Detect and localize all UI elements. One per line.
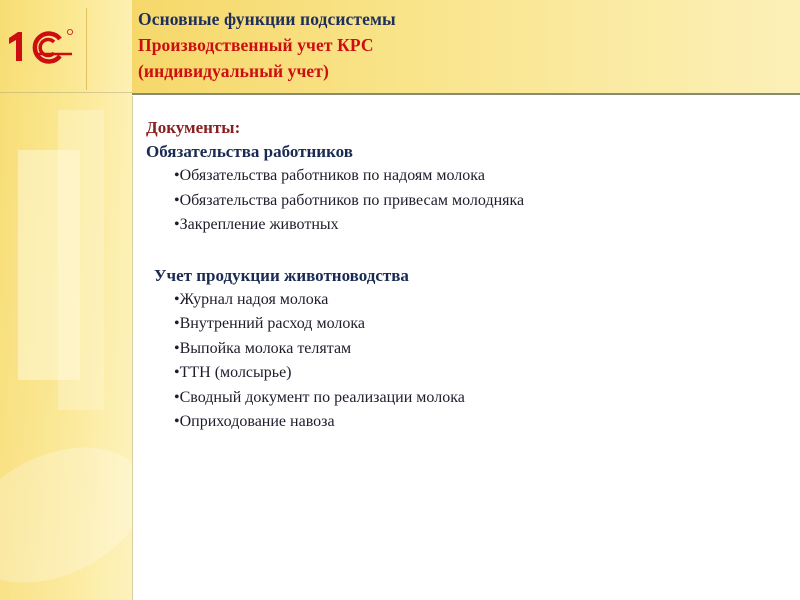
slide-title <box>138 6 788 84</box>
section-label: Документы: <box>146 118 241 137</box>
building-silhouette <box>58 110 104 410</box>
list-item: •Внутренний расход молока <box>174 315 365 332</box>
list-item: •Выпойка молока телятам <box>174 339 352 357</box>
group1-list <box>146 164 786 238</box>
header-edge-line <box>0 92 132 93</box>
list-item: •Обязательства работников по привесам молодняка <box>174 191 525 209</box>
list-item: •ТТН (молсырье) <box>174 364 292 381</box>
list-item: •Обязательства работников по надоям молока <box>174 167 485 184</box>
group-heading-obligations: Обязательства работников <box>146 142 353 161</box>
1c-logo <box>6 28 74 66</box>
left-decorative-band <box>0 0 132 600</box>
group2-list <box>146 288 786 435</box>
title-line-2: Производственный учет КРС <box>138 35 374 55</box>
list-item: •Закрепление животных <box>174 216 339 233</box>
title-line-1: Основные функции подсистемы <box>138 9 396 29</box>
logo-divider <box>86 8 87 90</box>
list-item: •Журнал надоя молока <box>174 290 329 308</box>
list-item: •Сводный документ по реализации молока <box>174 388 465 406</box>
title-line-3: (индивидуальный учет) <box>138 61 329 81</box>
group-heading-livestock: Учет продукции животноводства <box>154 265 409 285</box>
header-divider <box>132 93 800 95</box>
slide-body <box>146 116 786 435</box>
list-item: •Оприходование навоза <box>174 413 335 430</box>
